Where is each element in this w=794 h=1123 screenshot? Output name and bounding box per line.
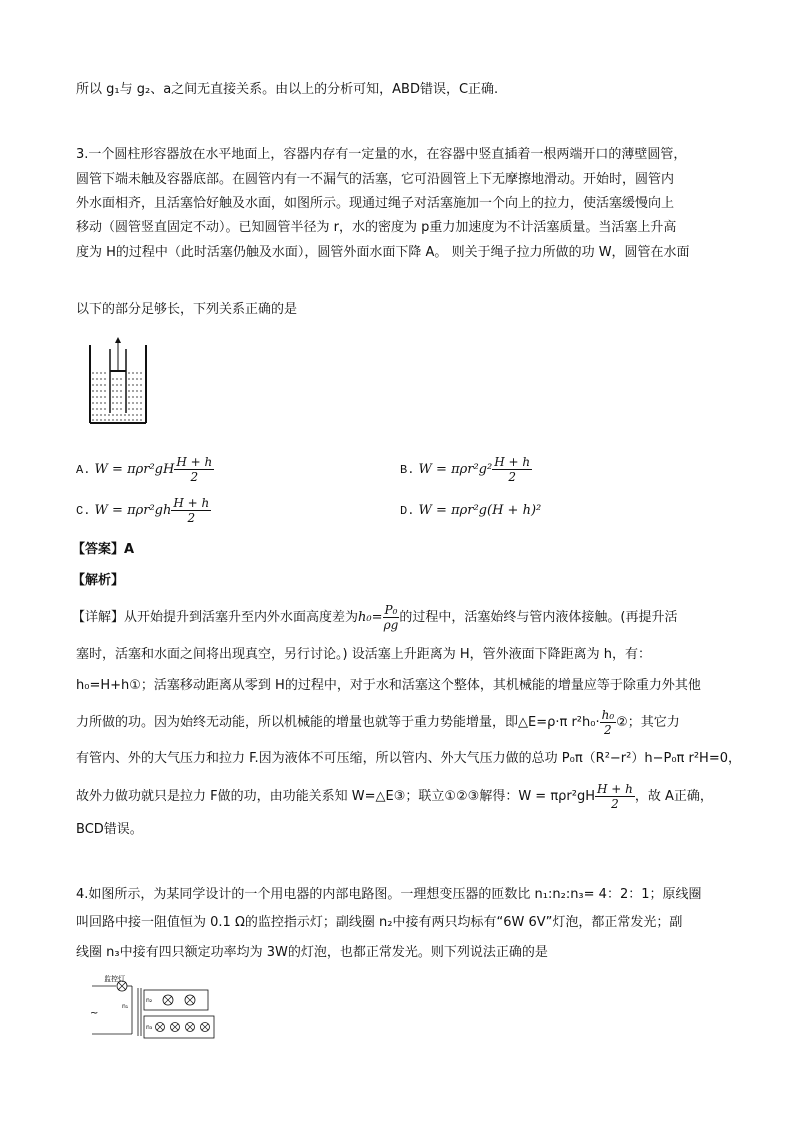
ac-source-symbol: ~	[90, 1008, 99, 1019]
q3-line-6: 以下的部分足够长，下列关系正确的是	[76, 302, 298, 317]
q3-detail-line-6: 故外力做功就只是拉力 F做的功，由功能关系知 W=△E③；联立①②③解得：W = πρr²gH $\frac{H + h}{2}$ ，故 A正确，	[76, 782, 713, 811]
q3-option-c: C. W = πρr²gh $\frac{H + h}{2}$	[76, 496, 210, 525]
n1-label: n₁	[122, 1003, 129, 1010]
q3-option-b: B. W = πρr²g² $\frac{H + h}{2}$	[400, 455, 531, 484]
q3-detail-line-4: 力所做的功。因为始终无动能，所以机械能的增量也就等于重力势能增量，即△E=ρ·π r²h₀· $\frac{\text{h₀}}{2}$ ②；其它力	[76, 708, 680, 737]
q4-line-2: 叫回路中接一阻值恒为 0.1 Ω的监控指示灯；副线圈 n₂中接有两只均标有“6W 6V”灯泡，都正常发光；副	[76, 915, 683, 930]
q3-detail-line-1: 【详解】从开始提升到活塞升至内外水面高度差为h₀= $\frac{\text{P₀}}{\rho g}$ 的过程中，活塞始终与管内液体接触。(再提升活	[72, 603, 678, 632]
n2-label: n₂	[146, 997, 153, 1004]
q3-line-2: 圆管下端未触及容器底部。在圆管内有一不漏气的活塞，它可沿圆管上下无摩擦地滑动。开始时，圆管内	[76, 172, 675, 187]
intro-line: 所以 g₁与 g₂、a之间无直接关系。由以上的分析可知，ABD错误，C正确.	[76, 82, 499, 97]
q3-detail-line-3: h₀=H+h①；活塞移动距离从零到 H的过程中，对于水和活塞这个整体，其机械能的增量应等于除重力外其他	[76, 678, 701, 693]
q4-circuit-diagram	[86, 972, 216, 1044]
q3-option-d: D. W = πρr²g(H + h)²	[400, 503, 542, 518]
q3-line-5: 度为 H的过程中（此时活塞仍触及水面），圆管外面水面下降 A。 则关于绳子拉力所做的功 W，圆管在水面	[76, 245, 690, 260]
monitor-lamp-label: 监控灯	[104, 975, 125, 983]
n3-label: n₃	[146, 1024, 153, 1031]
q3-analysis-title: 【解析】	[72, 573, 125, 588]
q3-detail-line-5: 有管内、外的大气压力和拉力 F.因为液体不可压缩，所以管内、外大气压力做的总功 P₀π（R²−r²）h−P₀π r²H=0，	[76, 751, 741, 766]
q3-detail-line-7: BCD错误。	[76, 822, 143, 837]
q3-answer: 【答案】A	[72, 542, 135, 557]
q4-line-1: 4.如图所示，为某同学设计的一个用电器的内部电路图。一理想变压器的匝数比 n₁:n₂:n₃= 4：2：1；原线圈	[76, 887, 702, 902]
q3-container-figure	[88, 335, 148, 427]
q3-line-1: 3.一个圆柱形容器放在水平地面上，容器内存有一定量的水，在容器中竖直插着一根两端开口的薄壁圆管，	[76, 147, 687, 162]
q4-line-3: 线圈 n₃中接有四只额定功率均为 3W的灯泡，也都正常发光。则下列说法正确的是	[76, 945, 548, 960]
q3-line-3: 外水面相齐，且活塞恰好触及水面，如图所示。现通过绳子对活塞施加一个向上的拉力，使活塞缓慢向上	[76, 196, 675, 211]
q3-line-4: 移动（圆管竖直固定不动）。已知圆管半径为 r，水的密度为 p重力加速度为不计活塞质量。当活塞上升高	[76, 220, 677, 235]
q3-option-a: A. W = πρr²gH $\frac{H + h}{2}$	[76, 455, 213, 484]
q3-detail-line-2: 塞时，活塞和水面之间将出现真空，另行讨论。) 设活塞上升距离为 H，管外液面下降距离为 h，有：	[76, 647, 651, 662]
